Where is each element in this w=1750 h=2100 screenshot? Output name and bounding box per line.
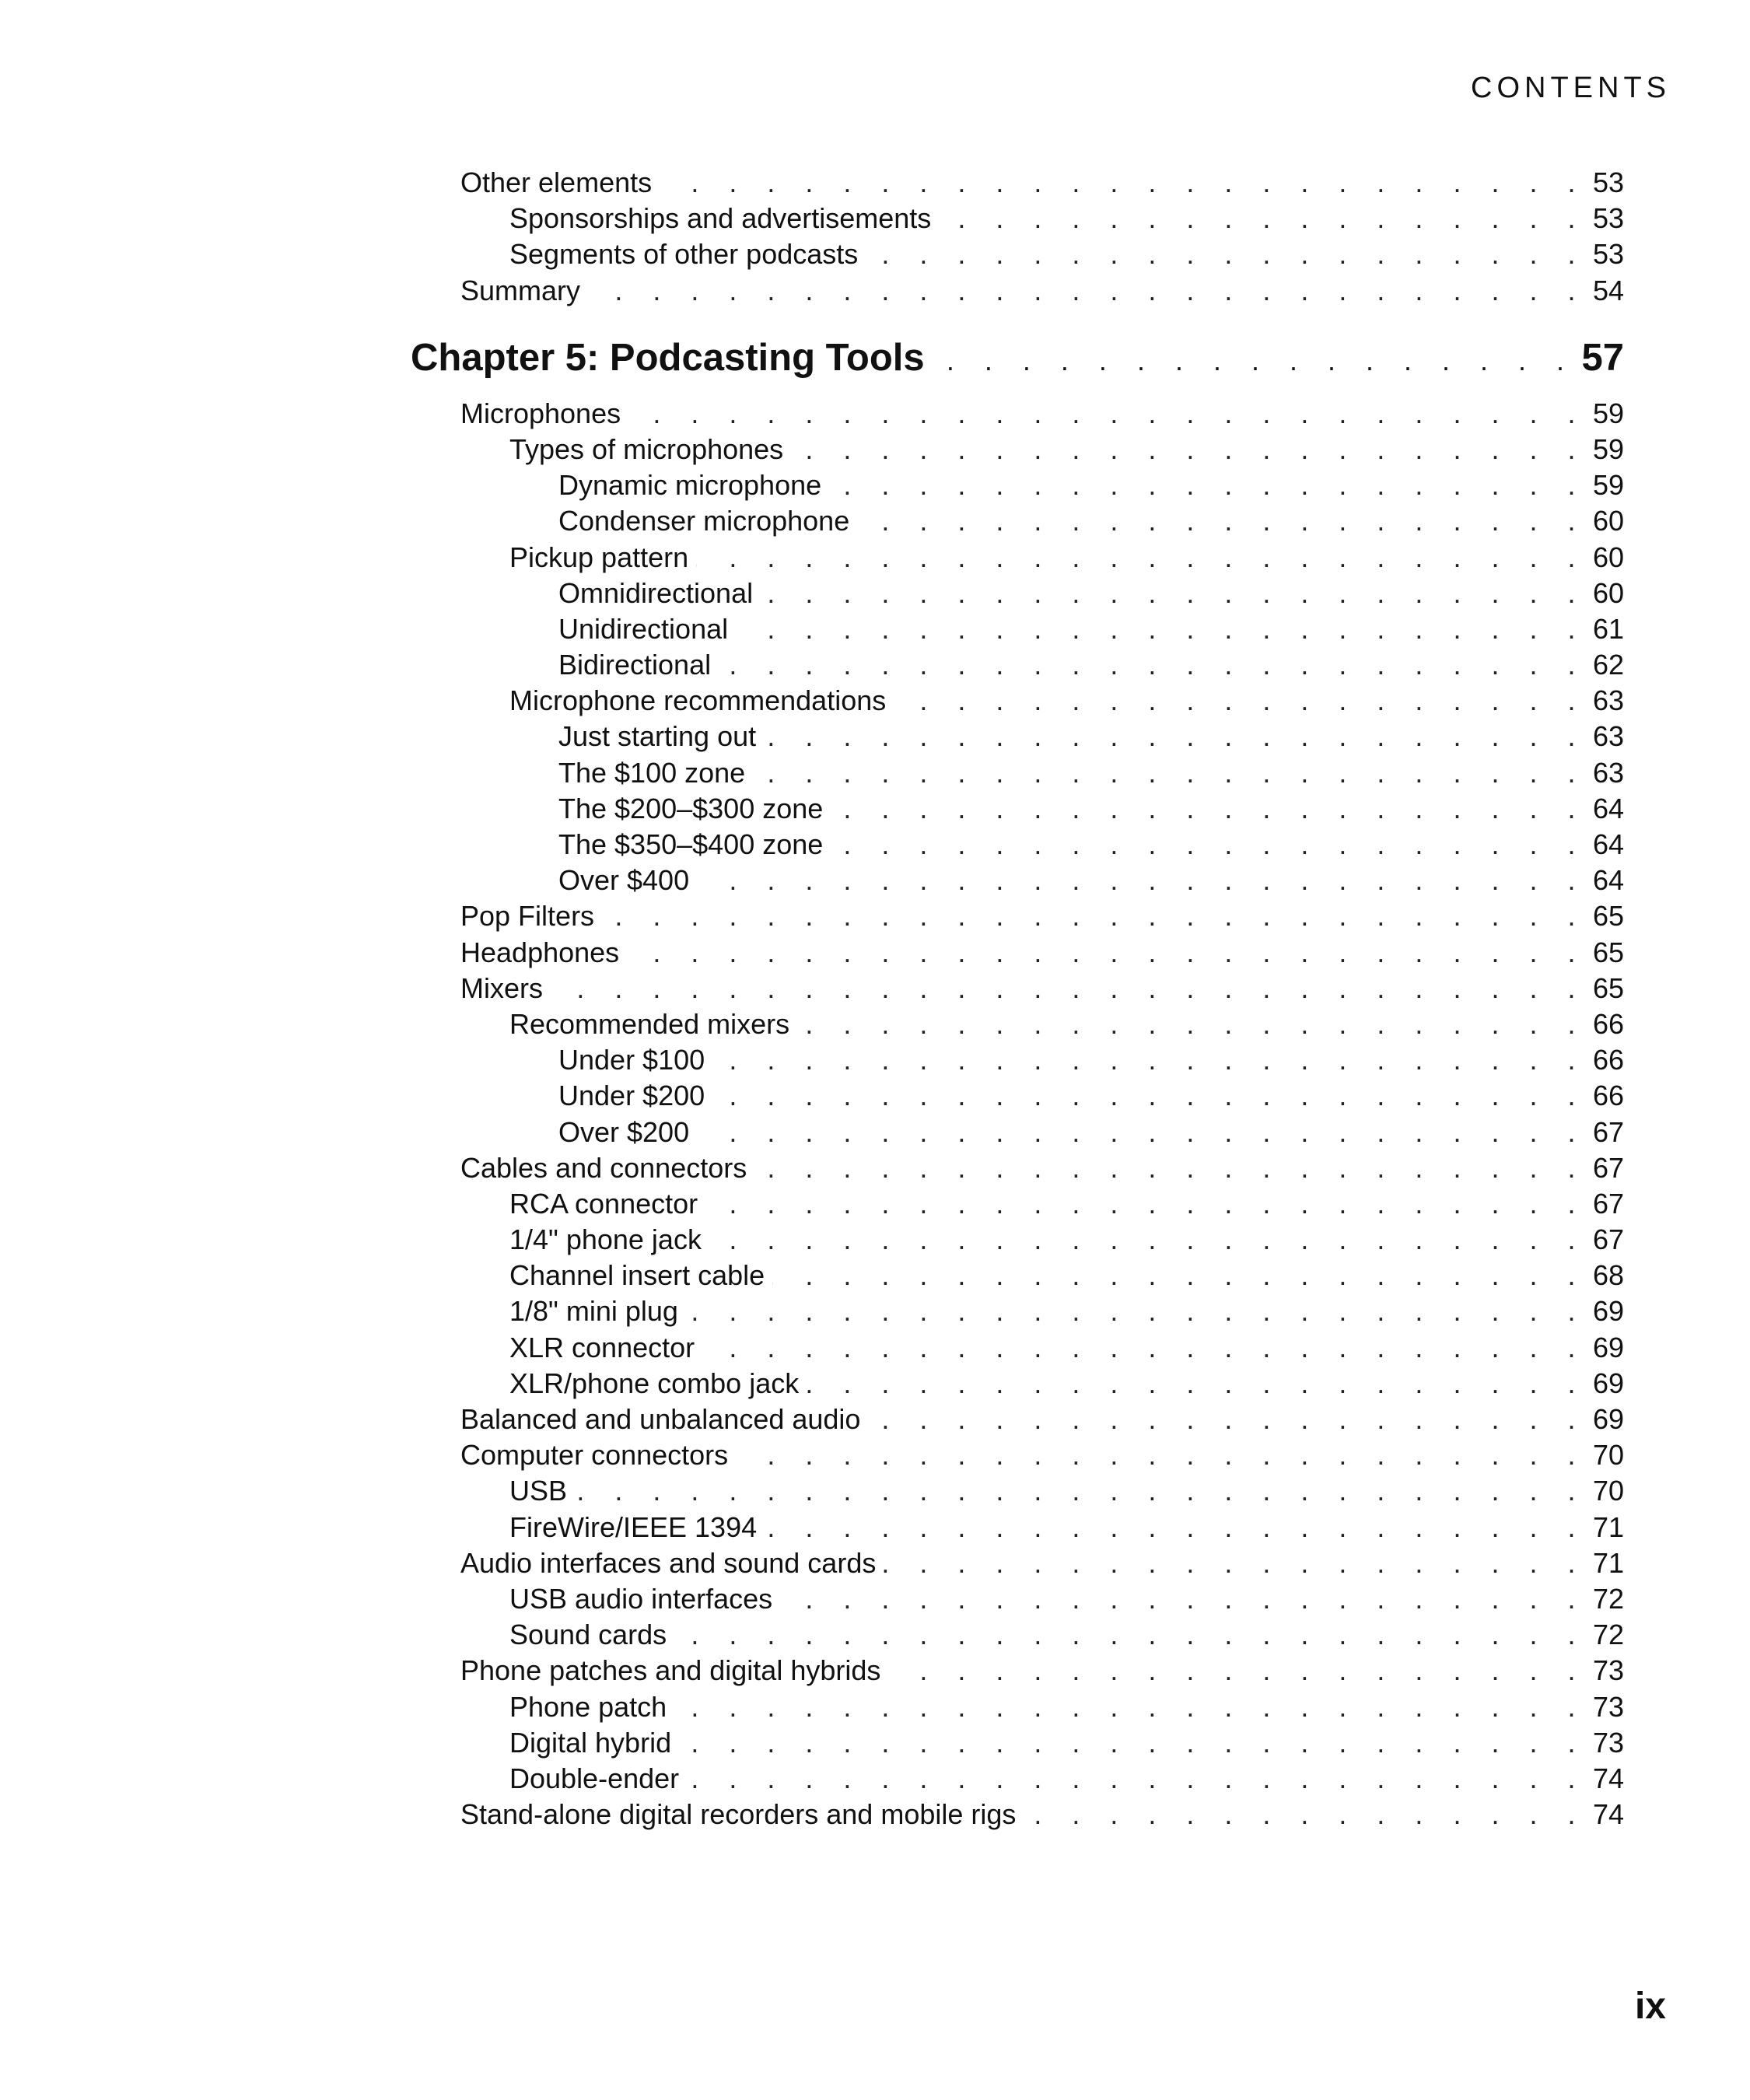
toc-entry[interactable]	[0, 1473, 1750, 1509]
toc-entry-page-number: 64	[1592, 864, 1624, 897]
toc-entry-page-number: 69	[1592, 1403, 1624, 1435]
toc-entry-page-number: 65	[1592, 900, 1624, 933]
toc-entry-title: The $100 zone	[558, 756, 746, 789]
toc-entry-page-number: 60	[1592, 576, 1624, 609]
toc-entry-title: USB audio interfaces	[509, 1582, 773, 1615]
dot-leader	[712, 1078, 1587, 1114]
toc-entry[interactable]	[0, 1545, 1750, 1581]
dot-leader	[829, 467, 1587, 503]
toc-entry-title: Microphones	[460, 397, 621, 429]
toc-entry[interactable]	[0, 1510, 1750, 1545]
toc-entry-title: XLR connector	[509, 1331, 695, 1363]
toc-entry[interactable]	[0, 1222, 1750, 1258]
toc-entry[interactable]	[0, 165, 1750, 201]
dot-leader	[696, 540, 1587, 576]
dot-leader	[866, 236, 1587, 272]
table-of-contents	[0, 165, 1750, 1832]
toc-entry-title: Other elements	[460, 166, 653, 198]
toc-entry[interactable]	[0, 201, 1750, 236]
toc-entry-page-number: 67	[1592, 1223, 1624, 1256]
toc-entry-page-number: 60	[1592, 505, 1624, 537]
toc-entry-page-number: 70	[1592, 1475, 1624, 1507]
dot-leader	[884, 1545, 1587, 1581]
toc-entry[interactable]	[0, 898, 1750, 934]
dot-leader	[765, 1510, 1587, 1545]
toc-entry-page-number: 63	[1592, 756, 1624, 789]
toc-entry-page-number: 59	[1592, 469, 1624, 502]
dot-leader	[753, 755, 1587, 791]
toc-entry-title: Omnidirectional	[558, 576, 754, 609]
toc-entry[interactable]	[0, 1402, 1750, 1437]
toc-entry[interactable]	[0, 1150, 1750, 1186]
dot-leader	[674, 1689, 1587, 1725]
toc-entry[interactable]	[0, 236, 1750, 272]
toc-entry-title: Cables and connectors	[460, 1151, 747, 1184]
toc-entry-page-number: 71	[1592, 1510, 1624, 1543]
dot-leader	[709, 1222, 1587, 1258]
toc-entry-title: 1/8" mini plug	[509, 1295, 678, 1328]
toc-entry[interactable]	[0, 432, 1750, 467]
toc-entry-title: FireWire/IEEE 1394	[509, 1510, 758, 1543]
toc-entry-title: Headphones	[460, 936, 620, 968]
toc-entry-page-number: 66	[1592, 1007, 1624, 1040]
toc-entry-page-number: 65	[1592, 971, 1624, 1004]
toc-entry-page-number: 63	[1592, 684, 1624, 717]
toc-entry[interactable]	[0, 611, 1750, 647]
toc-entry[interactable]	[0, 1366, 1750, 1402]
toc-entry-title: Dynamic microphone	[558, 469, 822, 502]
toc-entry-page-number: 65	[1592, 936, 1624, 968]
toc-entry-page-number: 70	[1592, 1439, 1624, 1472]
toc-entry-page-number: 59	[1592, 432, 1624, 465]
toc-entry-page-number: 74	[1592, 1798, 1624, 1831]
toc-entry[interactable]	[0, 1006, 1750, 1042]
toc-entry-title: Unidirectional	[558, 612, 729, 645]
toc-entry[interactable]	[0, 1653, 1750, 1689]
dot-leader	[674, 1617, 1587, 1653]
toc-entry-title: Balanced and unbalanced audio	[460, 1403, 861, 1435]
dot-leader	[791, 432, 1587, 467]
dot-leader	[868, 1402, 1587, 1437]
dot-leader	[736, 611, 1587, 647]
dot-leader	[588, 273, 1587, 309]
toc-entry-title: 1/4" phone jack	[509, 1223, 702, 1256]
toc-entry[interactable]	[0, 1581, 1750, 1617]
toc-entry-title: Condenser microphone	[558, 505, 850, 537]
toc-entry[interactable]	[0, 971, 1750, 1006]
dot-leader	[719, 647, 1587, 683]
dot-leader	[628, 396, 1587, 432]
toc-entry[interactable]	[0, 1258, 1750, 1293]
toc-entry[interactable]	[0, 396, 1750, 432]
toc-entry[interactable]	[0, 719, 1750, 754]
toc-entry-page-number: 67	[1592, 1187, 1624, 1220]
toc-entry[interactable]	[0, 1293, 1750, 1329]
toc-entry-page-number: 69	[1592, 1367, 1624, 1399]
toc-entry-title: Just starting out	[558, 720, 757, 753]
toc-entry[interactable]	[0, 863, 1750, 898]
toc-entry[interactable]	[0, 540, 1750, 576]
toc-entry[interactable]	[0, 576, 1750, 611]
dot-leader	[807, 1366, 1587, 1402]
page-folio: ix	[1634, 1986, 1666, 2027]
toc-entry-page-number: 72	[1592, 1582, 1624, 1615]
dot-leader	[888, 1653, 1587, 1689]
dot-leader	[894, 683, 1587, 719]
toc-entry-page-number: 71	[1592, 1546, 1624, 1579]
toc-entry-title: Over $400	[558, 864, 690, 897]
toc-entry-page-number: 72	[1592, 1619, 1624, 1651]
dot-leader	[602, 898, 1587, 934]
toc-entry-title: Summary	[460, 274, 581, 306]
toc-section-chapter-5	[0, 396, 1750, 1833]
toc-entry-title: Pickup pattern	[509, 541, 689, 573]
dot-leader	[857, 503, 1587, 539]
toc-entry[interactable]	[0, 1761, 1750, 1797]
toc-entry[interactable]	[0, 647, 1750, 683]
toc-section-before	[0, 165, 1750, 309]
toc-entry[interactable]	[0, 683, 1750, 719]
toc-entry-title: The $200–$300 zone	[558, 792, 824, 824]
toc-entry-title: Double-ender	[509, 1762, 680, 1794]
toc-entry-page-number: 53	[1592, 238, 1624, 271]
toc-entry-title: Bidirectional	[558, 649, 712, 681]
toc-entry[interactable]	[0, 755, 1750, 791]
toc-entry[interactable]	[0, 1078, 1750, 1114]
toc-entry-title: Stand-alone digital recorders and mobile rigs	[460, 1798, 1017, 1831]
toc-entry[interactable]	[0, 935, 1750, 971]
toc-entry-title: Under $100	[558, 1044, 705, 1076]
toc-entry-page-number: 63	[1592, 720, 1624, 753]
dot-leader	[761, 576, 1587, 611]
toc-entry-title: The $350–$400 zone	[558, 828, 824, 860]
toc-entry-page-number: 74	[1592, 1762, 1624, 1794]
dot-leader	[697, 1115, 1587, 1150]
dot-leader	[712, 1042, 1587, 1078]
toc-entry[interactable]	[0, 1689, 1750, 1725]
dot-leader	[627, 935, 1587, 971]
toc-entry[interactable]	[0, 1042, 1750, 1078]
toc-entry-page-number: 66	[1592, 1080, 1624, 1112]
toc-entry[interactable]	[0, 273, 1750, 309]
toc-entry-title: Microphone recommendations	[509, 684, 887, 717]
running-head: CONTENTS	[1471, 72, 1671, 104]
chapter-title: Chapter 5: Podcasting Tools	[411, 336, 925, 379]
chapter-heading[interactable]	[0, 326, 1750, 390]
dot-leader	[687, 1761, 1587, 1797]
toc-entry[interactable]	[0, 1115, 1750, 1150]
toc-entry[interactable]	[0, 467, 1750, 503]
toc-entry-page-number: 73	[1592, 1654, 1624, 1687]
dot-leader	[575, 1473, 1587, 1509]
toc-entry-title: Under $200	[558, 1080, 705, 1112]
toc-entry-title: Mixers	[460, 971, 543, 1004]
toc-entry-page-number: 69	[1592, 1331, 1624, 1363]
dot-leader	[551, 971, 1587, 1006]
toc-entry[interactable]	[0, 503, 1750, 539]
dot-leader	[772, 1258, 1587, 1293]
toc-entry-title: XLR/phone combo jack	[509, 1367, 800, 1399]
toc-entry-page-number: 61	[1592, 612, 1624, 645]
toc-entry[interactable]	[0, 1330, 1750, 1366]
toc-entry-page-number: 69	[1592, 1295, 1624, 1328]
dot-leader	[697, 863, 1587, 898]
dot-leader	[942, 329, 1576, 393]
toc-entry-page-number: 54	[1592, 274, 1624, 306]
toc-entry-page-number: 60	[1592, 541, 1624, 573]
chapter-page-number: 57	[1581, 336, 1624, 379]
toc-entry-title: Over $200	[558, 1115, 690, 1148]
dot-leader	[754, 1150, 1587, 1186]
toc-entry-page-number: 64	[1592, 828, 1624, 860]
dot-leader	[736, 1437, 1587, 1473]
toc-entry-page-number: 59	[1592, 397, 1624, 429]
dot-leader	[1024, 1797, 1587, 1832]
dot-leader	[780, 1581, 1587, 1617]
toc-entry-page-number: 62	[1592, 649, 1624, 681]
toc-entry-title: Segments of other podcasts	[509, 238, 859, 271]
toc-entry-title: Channel insert cable	[509, 1259, 765, 1292]
dot-leader	[686, 1293, 1587, 1329]
toc-entry-title: Types of microphones	[509, 432, 784, 465]
toc-entry[interactable]	[0, 827, 1750, 863]
dot-leader	[831, 791, 1587, 827]
toc-entry-title: USB	[509, 1475, 568, 1507]
toc-entry-title: Pop Filters	[460, 900, 595, 933]
toc-entry-title: Recommended mixers	[509, 1007, 790, 1040]
toc-entry-page-number: 67	[1592, 1115, 1624, 1148]
toc-entry-title: RCA connector	[509, 1187, 698, 1220]
toc-entry-title: Phone patches and digital hybrids	[460, 1654, 881, 1687]
toc-entry-title: Sound cards	[509, 1619, 667, 1651]
toc-entry-page-number: 53	[1592, 202, 1624, 235]
dot-leader	[702, 1330, 1587, 1366]
toc-entry-page-number: 64	[1592, 792, 1624, 824]
dot-leader	[705, 1186, 1587, 1222]
dot-leader	[939, 201, 1587, 236]
dot-leader	[764, 719, 1587, 754]
toc-entry[interactable]	[0, 1437, 1750, 1473]
toc-entry-title: Digital hybrid	[509, 1726, 672, 1759]
dot-leader	[831, 827, 1587, 863]
toc-entry-page-number: 68	[1592, 1259, 1624, 1292]
toc-entry-page-number: 66	[1592, 1044, 1624, 1076]
toc-entry-page-number: 53	[1592, 166, 1624, 198]
toc-entry-page-number: 73	[1592, 1726, 1624, 1759]
toc-entry-title: Audio interfaces and sound cards	[460, 1546, 877, 1579]
dot-leader	[679, 1725, 1587, 1761]
toc-entry-title: Sponsorships and advertisements	[509, 202, 932, 235]
toc-entry[interactable]	[0, 1186, 1750, 1222]
toc-entry-page-number: 73	[1592, 1690, 1624, 1723]
toc-entry[interactable]	[0, 1617, 1750, 1653]
toc-entry-title: Computer connectors	[460, 1439, 729, 1472]
dot-leader	[660, 165, 1587, 201]
toc-entry-title: Phone patch	[509, 1690, 667, 1723]
toc-entry[interactable]	[0, 1797, 1750, 1832]
toc-entry-page-number: 67	[1592, 1151, 1624, 1184]
toc-entry[interactable]	[0, 791, 1750, 827]
toc-entry[interactable]	[0, 1725, 1750, 1761]
dot-leader	[797, 1006, 1587, 1042]
